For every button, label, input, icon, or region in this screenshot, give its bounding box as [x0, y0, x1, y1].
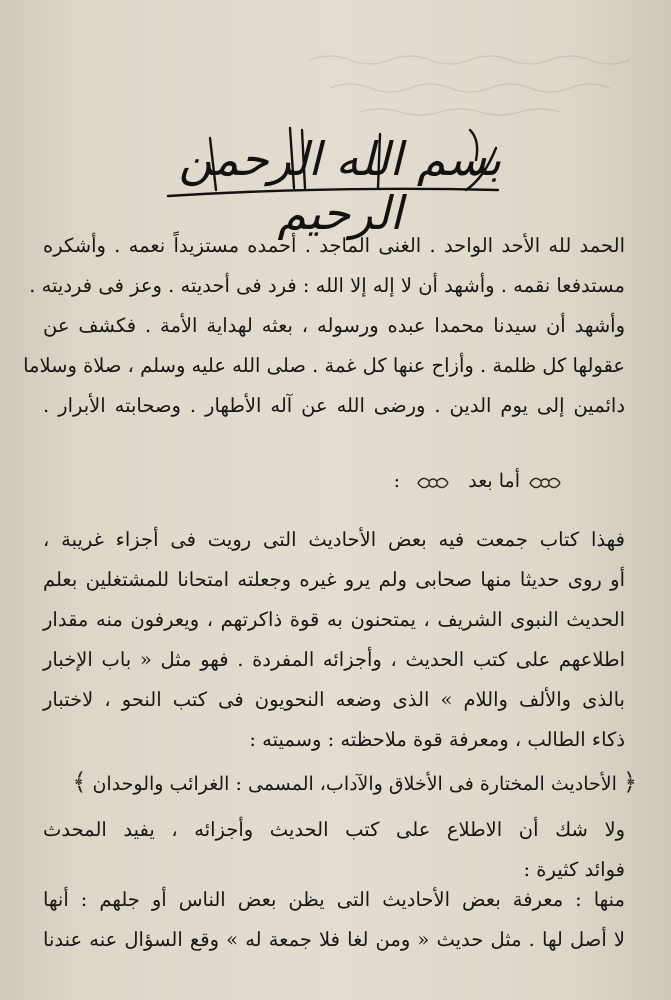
- benefit-paragraph: [43, 810, 625, 890]
- example-paragraph: [43, 880, 625, 960]
- book-title: [37, 762, 637, 802]
- intro-line: الحمد لله الأحد الواحد . الغنى الماجد . أحمده مستزيداً نعمه . وأشكره: [43, 234, 625, 257]
- book-title-text: الأحاديث المختارة فى الأخلاق والآداب، المسمى : الغرائب والوحدان: [92, 773, 617, 795]
- body-line: اطلاعهم على كتب الحديث ، وأجزائه المفردة . فهو مثل « باب الإخبار: [43, 648, 625, 671]
- amma-colon: :: [393, 470, 400, 492]
- intro-line: عقولها كل ظلمة . وأزاح عنها كل غمة . صلى الله عليه وسلم ، صلاة وسلاما: [23, 354, 625, 377]
- intro-line: دائمين إلى يوم الدين . ورضى الله عن آله الأطهار . وصحابته الأبرار .: [43, 394, 625, 417]
- title-close-bracket: ﴾: [72, 768, 87, 796]
- intro-line: مستدفعا نقمه . وأشهد أن لا إله إلا الله : فرد فى أحديته . وعز فى فرديته .: [29, 274, 625, 297]
- title-open-bracket: ﴿: [622, 768, 637, 796]
- body-line: ذكاء الطالب ، ومعرفة قوة ملاحظته : وسميته :: [249, 728, 625, 751]
- section-divider: [360, 466, 590, 502]
- body-line: بالذى والألف واللام » الذى وضعه النحويون فى كتب النحو ، لاختبار: [43, 688, 625, 711]
- basmala-calligraphy: [140, 118, 540, 240]
- body3-line: منها : معرفة بعض الأحاديث التى يظن بعض الناس أو جلهم : أنها: [43, 888, 625, 911]
- body-line: أو روى حديثا منها صحابى ولم يرو غيره وجعلته امتحانا للمشتغلين بعلم: [43, 568, 625, 591]
- ornament-right-icon: [528, 473, 562, 493]
- intro-paragraph: [23, 226, 625, 426]
- intro-line: وأشهد أن سيدنا محمدا عبده ورسوله ، بعثه لهداية الأمة . فكشف عن: [43, 314, 625, 337]
- bleed-through-texture: [300, 40, 660, 120]
- ornament-left-icon: [416, 473, 450, 493]
- basmala-text: بسم الله الرحمن الرحيم: [178, 132, 502, 240]
- body-paragraph: [43, 520, 625, 760]
- body-line: فهذا كتاب جمعت فيه بعض الأحاديث التى رويت فى أجزاء غريبة ،: [43, 528, 625, 551]
- body2-line: فوائد كثيرة :: [523, 858, 625, 881]
- body-line: الحديث النبوى الشريف ، يمتحنون به قوة ذاكرتهم ، ويعرفون منه مقدار: [43, 608, 625, 631]
- body2-line: ولا شك أن الاطلاع على كتب الحديث وأجزائه ، يفيد المحدث: [43, 818, 625, 841]
- body3-line: لا أصل لها . مثل حديث « ومن لغا فلا جمعة له » وقع السؤال عنه عندنا: [43, 928, 625, 951]
- amma-baad-text: أما بعد: [468, 470, 520, 492]
